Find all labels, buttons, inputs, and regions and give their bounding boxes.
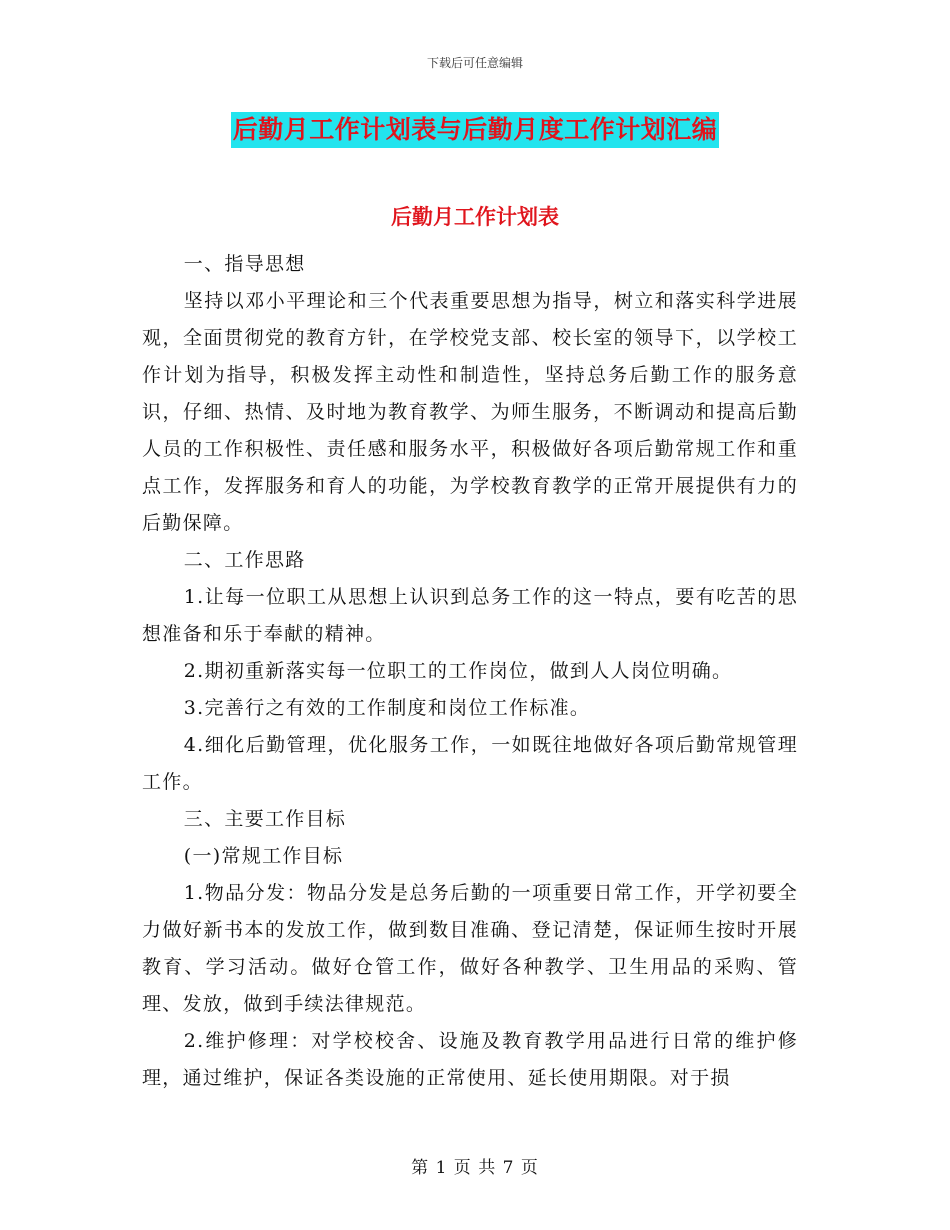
paragraph-guiding-ideology: 坚持以邓小平理论和三个代表重要思想为指导，树立和落实科学进展观，全面贯彻党的教育方针，在学校党支部、校长室的领导下，以学校工作计划为指导，积极发挥主动性和制造性，坚持总务后勤工作的服务意识，仔细、热情、及时地为教育教学、为师生服务，不断调动和提高后勤人员的工作积极性、责任感和服务水平，积极做好各项后勤常规工作和重点工作，发挥服务和育人的功能，为学校教育教学的正常开展提供有力的后勤保障。 bbox=[142, 290, 798, 534]
heading-guiding-ideology: 一、指导思想 bbox=[183, 253, 306, 275]
list-item-approach-2: 2.期初重新落实每一位职工的工作岗位，做到人人岗位明确。 bbox=[183, 660, 733, 682]
section-title: 后勤月工作计划表 bbox=[391, 205, 559, 229]
header-note: 下载后可任意编辑 bbox=[426, 56, 523, 70]
main-title: 后勤月工作计划表与后勤月度工作计划汇编 bbox=[231, 112, 720, 148]
list-item-goal-1: 1.物品分发：物品分发是总务后勤的一项重要日常工作，开学初要全力做好新书本的发放工作，做到数目准确、登记清楚，保证师生按时开展教育、学习活动。做好仓管工作，做好各种教学、卫生用品的采购、管理、发放，做到手续法律规范。 bbox=[142, 882, 798, 1015]
document-body bbox=[142, 246, 798, 1097]
list-item-approach-3: 3.完善行之有效的工作制度和岗位工作标准。 bbox=[183, 697, 591, 719]
heading-main-goals: 三、主要工作目标 bbox=[183, 808, 347, 830]
main-title-container bbox=[0, 112, 950, 148]
list-item-approach-4: 4.细化后勤管理，优化服务工作，一如既往地做好各项后勤常规管理工作。 bbox=[142, 734, 798, 793]
list-item-approach-1: 1.让每一位职工从思想上认识到总务工作的这一特点，要有吃苦的思想准备和乐于奉献的精神。 bbox=[142, 586, 798, 645]
list-item-goal-2: 2.维护修理：对学校校舍、设施及教育教学用品进行日常的维护修理，通过维护，保证各类设施的正常使用、延长使用期限。对于损 bbox=[142, 1030, 798, 1089]
page-footer: 第 1 页 共 7 页 bbox=[411, 1158, 539, 1178]
heading-work-approach: 二、工作思路 bbox=[183, 549, 306, 571]
subheading-routine-goals: (一)常规工作目标 bbox=[183, 845, 344, 867]
